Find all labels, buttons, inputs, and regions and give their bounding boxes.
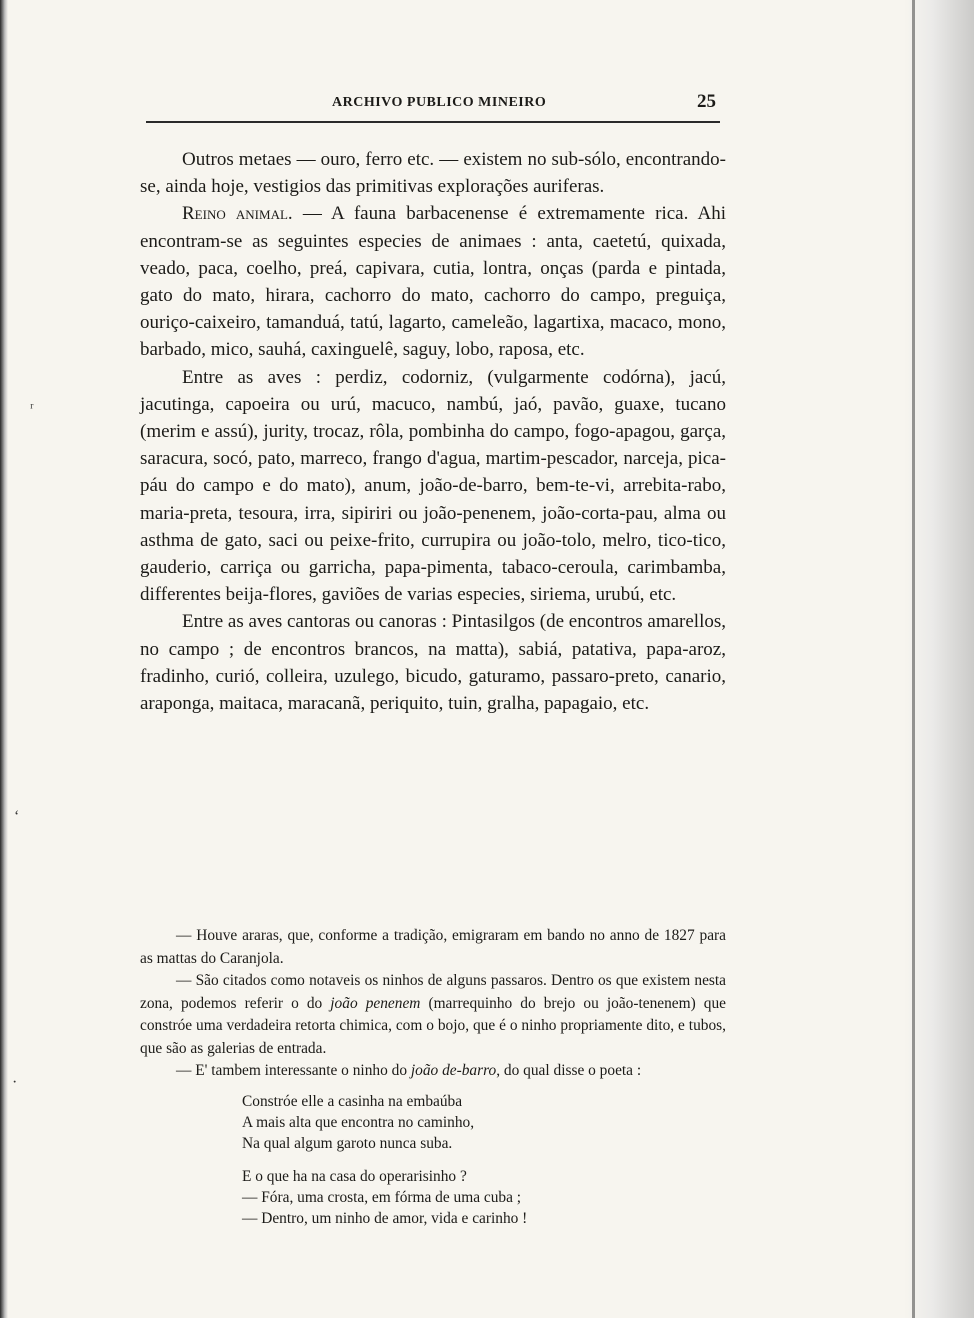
verse-line: Constróe elle a casinha na embaúba [242, 1092, 463, 1110]
note-nests-part-c: (marrequinho do brejo ou joão-tenenem) que constróe uma verdadeira retorta chimica, com o bojo, que é o ninho propriamente dito, e tubos, que são as galerias de entrada. [140, 994, 727, 1057]
running-header [146, 93, 720, 119]
note-araras: — Houve araras, que, conforme a tradição, emigraram em bando no anno de 1827 para as mattas do Caranjola. [140, 927, 726, 967]
verse-line: Na qual algum garoto nunca suba. [242, 1134, 453, 1152]
paragraph-songbirds: Entre as aves cantoras ou canoras : Pintasilgos (de encontros amarellos, no campo ; de encontros brancos, na matta), sabiá, patativa, papa-aroz, fradinho, curió, colleira, uzulego, bicudo, gaturamo, passaro-preto, canario, araponga, maitaca, maracanã, periquito, tuin, gralha, papagaio, etc. [140, 611, 726, 715]
verse-line: E o que ha na casa do operarisinho ? [242, 1167, 467, 1185]
verse-line: — Dentro, um ninho de amor, vida e carinho ! [242, 1209, 528, 1227]
left-page-edge [0, 0, 8, 1318]
header-rule [146, 121, 720, 123]
verse-stanza-2 [242, 1166, 726, 1229]
margin-mark: ‘ [14, 808, 20, 825]
paragraph-metals: Outros metaes — ouro, ferro etc. — existem no sub-sólo, encontrando-se, ainda hoje, vestigios das primitivas explorações auriferas. [140, 149, 726, 198]
verse-stanza-1 [242, 1091, 726, 1154]
main-text [140, 146, 726, 717]
note-jdb-italic: joão de-barro [410, 1062, 497, 1079]
paragraph-animal-kingdom [140, 200, 726, 363]
notes-block [140, 925, 726, 1229]
verse-line: A mais alta que encontra no caminho, [242, 1113, 475, 1131]
note-nests [140, 970, 726, 1060]
note-nests-italic: joão penenem [330, 994, 421, 1012]
paragraph-animal-text: — A fauna barbacenense é extremamente rica. Ahi encontram-se as seguintes especies de animaes : anta, caetetú, quixada, veado, paca, coelho, preá, capivara, cutia, lontra, onças (parda e pintada, gato do mato, hirara, cachorro do mato, cachorro do campo, preguiça, ouriço-caixeiro, tamanduá, tatú, lagarto, cameleão, lagartixa, macaco, mono, barbado, mico, sauhá, caxinguelê, saguy, lobo, raposa, etc. [140, 203, 726, 361]
section-heading: Reino animal. [182, 203, 293, 225]
paragraph-birds: Entre as aves : perdiz, codorniz, (vulgarmente codórna), jacú, jacutinga, capoeira ou urú, macuco, nambú, jaó, pavão, guaxe, tucano (merim e assú), jurity, trocaz, rôla, pombinha do campo, fogo-apagou, garça, saracura, socó, pato, marreco, frango d'agua, martim-pescador, narceja, pica-páu do campo e do mato), anum, joão-de-barro, bem-te-vi, arrebita-rabo, maria-preta, tesoura, irra, sipiriri ou joão-penenem, joão-corta-pau, alma ou asthma de gato, saci ou peixe-frito, currupira ou joão-tolo, melro, tico-tico, gauderio, carriça ou garricha, papa-pimenta, tabaco-ceroula, carimbamba, differentes beija-flores, gaviões de varias especies, siriema, urubú, etc. [140, 366, 726, 606]
verse-line: — Fóra, uma crosta, em fórma de uma cuba ; [242, 1188, 522, 1206]
note-jdb-part-a: — E' tambem interessante o ninho do [176, 1062, 411, 1079]
note-joao-de-barro [140, 1060, 726, 1083]
right-fold-line [912, 0, 915, 1318]
margin-dot: · [12, 1074, 18, 1091]
margin-mark: ʳ [30, 400, 34, 417]
note-nests-part-a: — São citados como notaveis os ninhos de alguns passaros. Dentro os que existem nesta zona, podemos referir o do [140, 972, 726, 1012]
page-number: 25 [697, 91, 716, 112]
note-jdb-part-c: , do qual disse o poeta : [496, 1062, 642, 1079]
running-title: ARCHIVO PUBLICO MINEIRO [332, 95, 547, 110]
